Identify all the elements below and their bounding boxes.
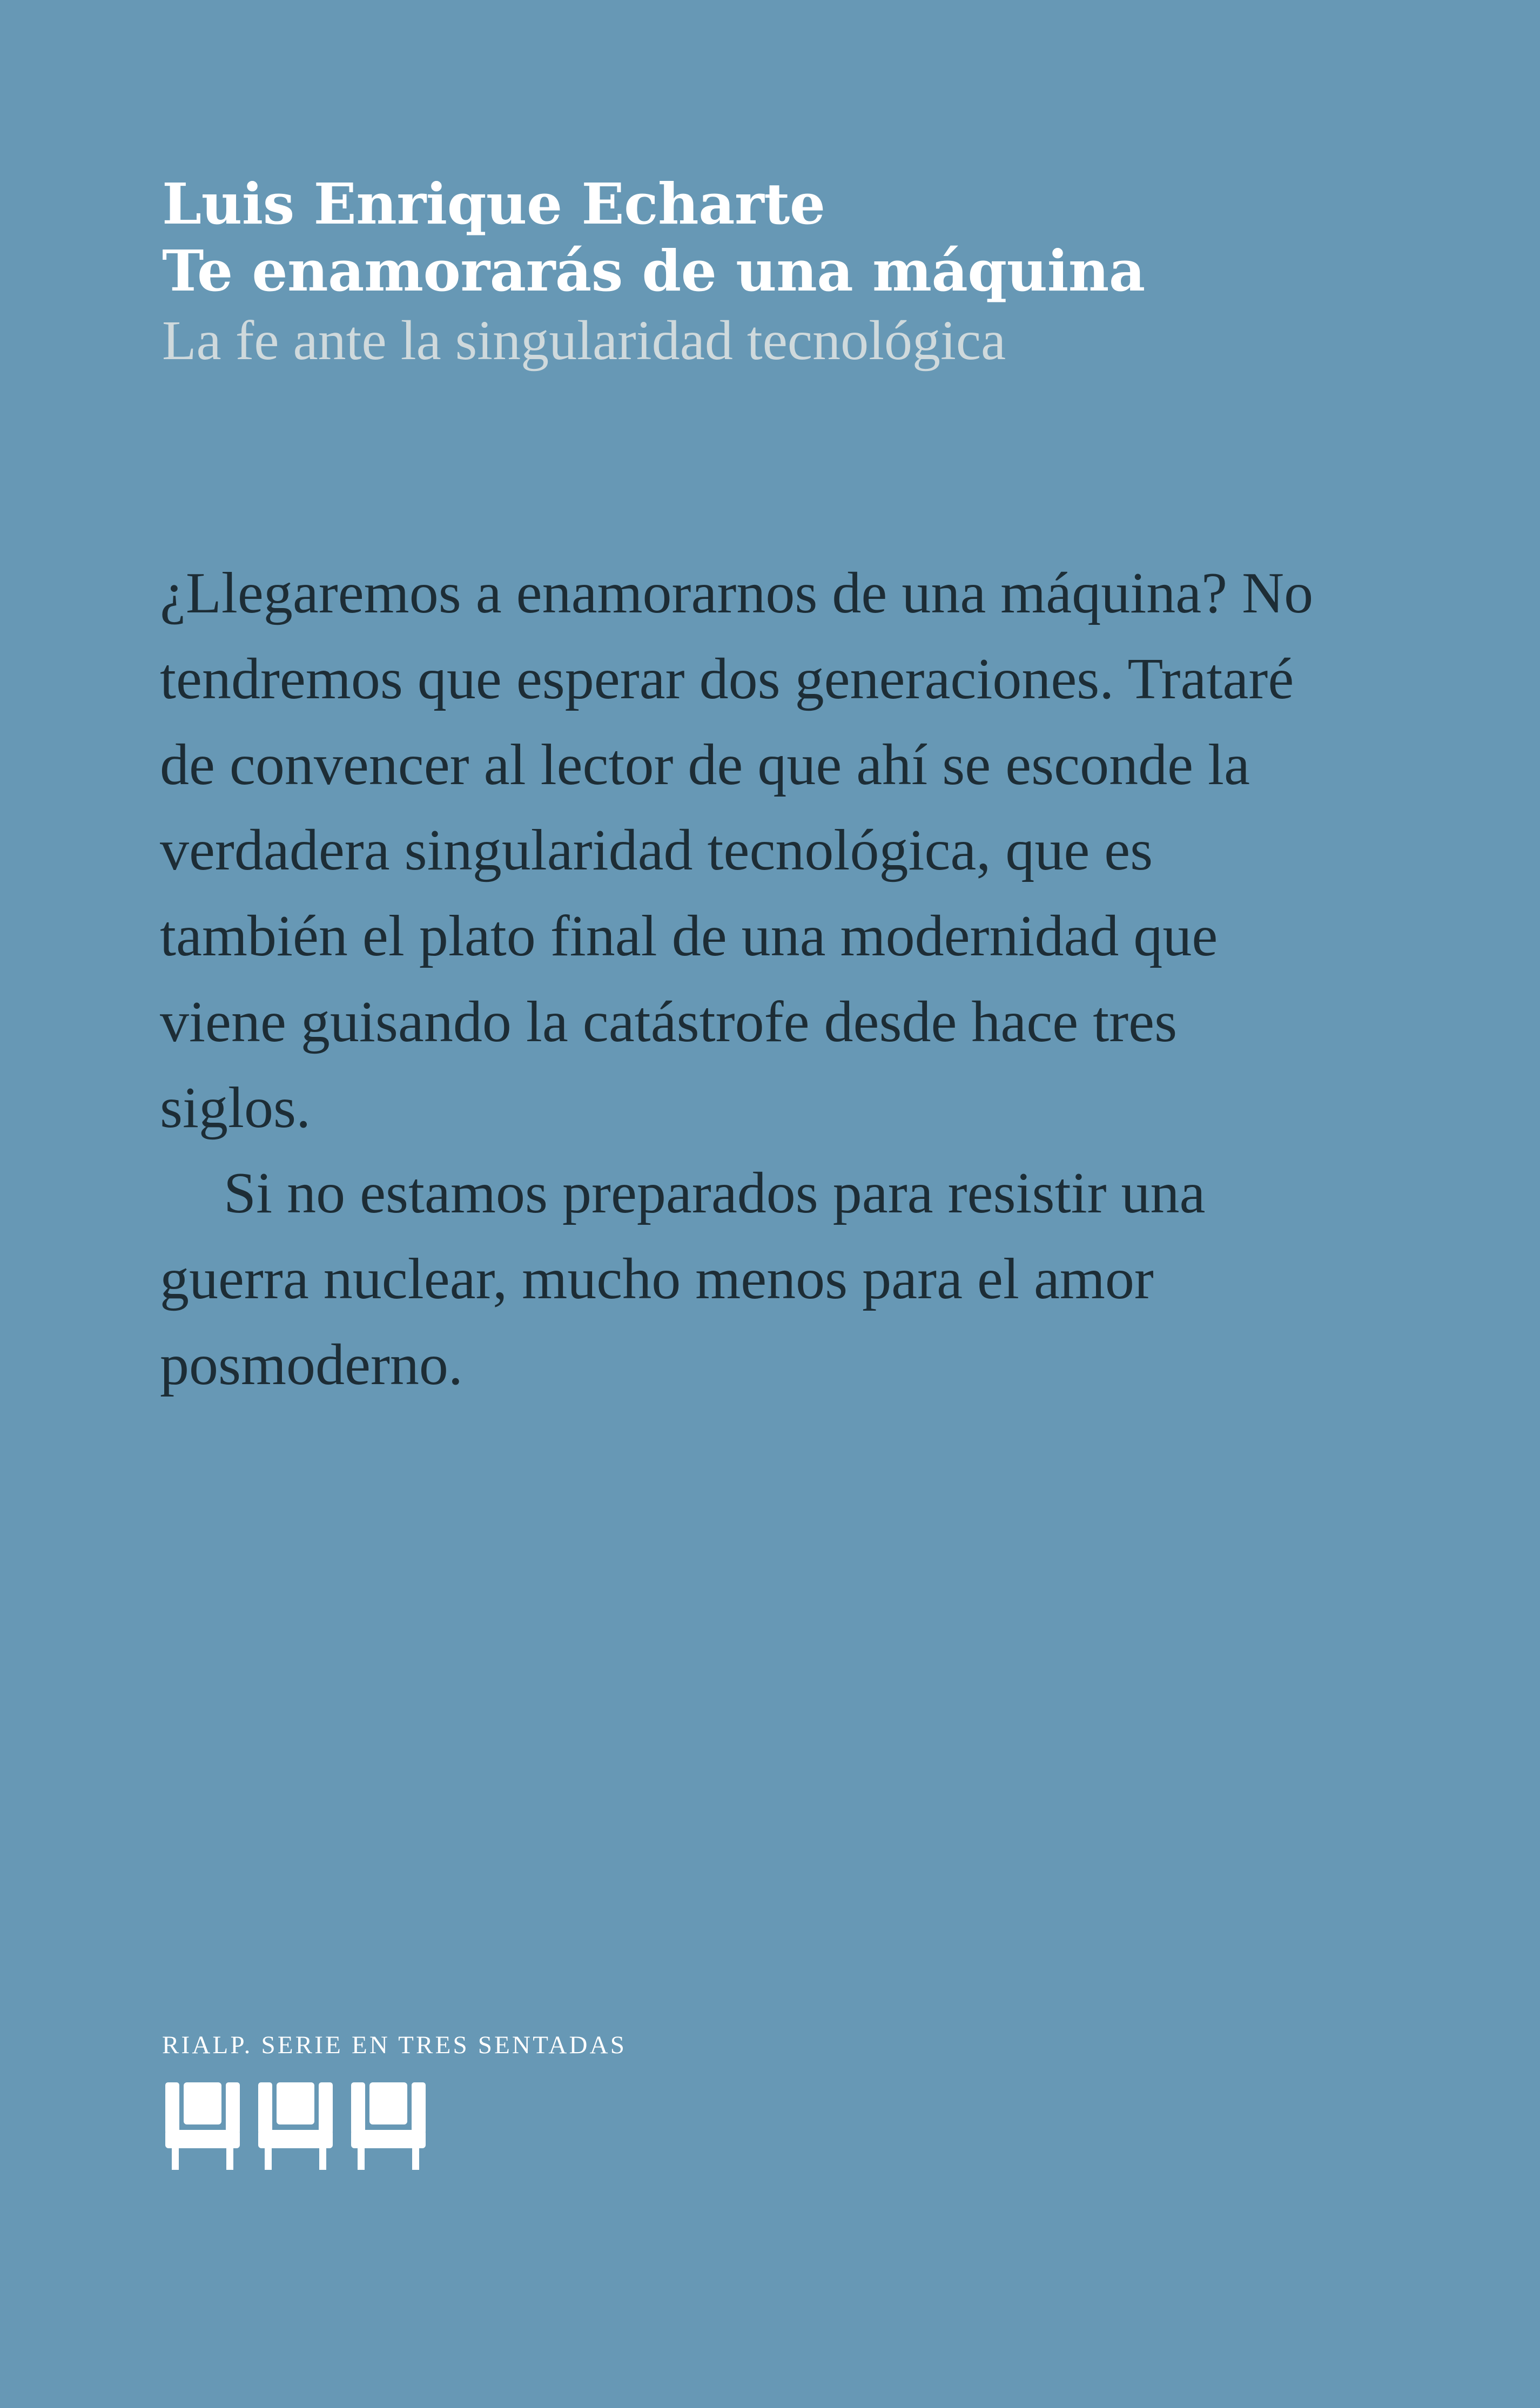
armchair-icon <box>348 2079 429 2172</box>
series-label: RIALP. SERIE EN TRES SENTADAS <box>162 2031 627 2059</box>
armchair-icon <box>162 2079 243 2172</box>
cover-header <box>162 173 1404 373</box>
blurb-paragraph-1: ¿Llegaremos a enamorarnos de una máquina? No tendremos que esperar dos generaciones. Trataré de convencer al lector de que ahí se esconde la verdadera singularidad tecnológica, que es también el plato final de una modernidad que viene guisando la catástrofe desde hace tres siglos. <box>160 561 1314 1140</box>
author-name: Luis Enrique Echarte <box>162 171 825 237</box>
armchair-icon <box>255 2079 336 2172</box>
blurb-text <box>160 551 1337 1408</box>
series-icons <box>162 2079 1026 2172</box>
book-title: Te enamorarás de una máquina <box>162 238 1145 305</box>
series-block <box>162 2031 1026 2172</box>
book-subtitle: La fe ante la singularidad tecnológica <box>162 309 1006 372</box>
blurb-paragraph-2: Si no estamos preparados para resistir una guerra nuclear, mucho menos para el amor posmoderno. <box>160 1161 1206 1397</box>
